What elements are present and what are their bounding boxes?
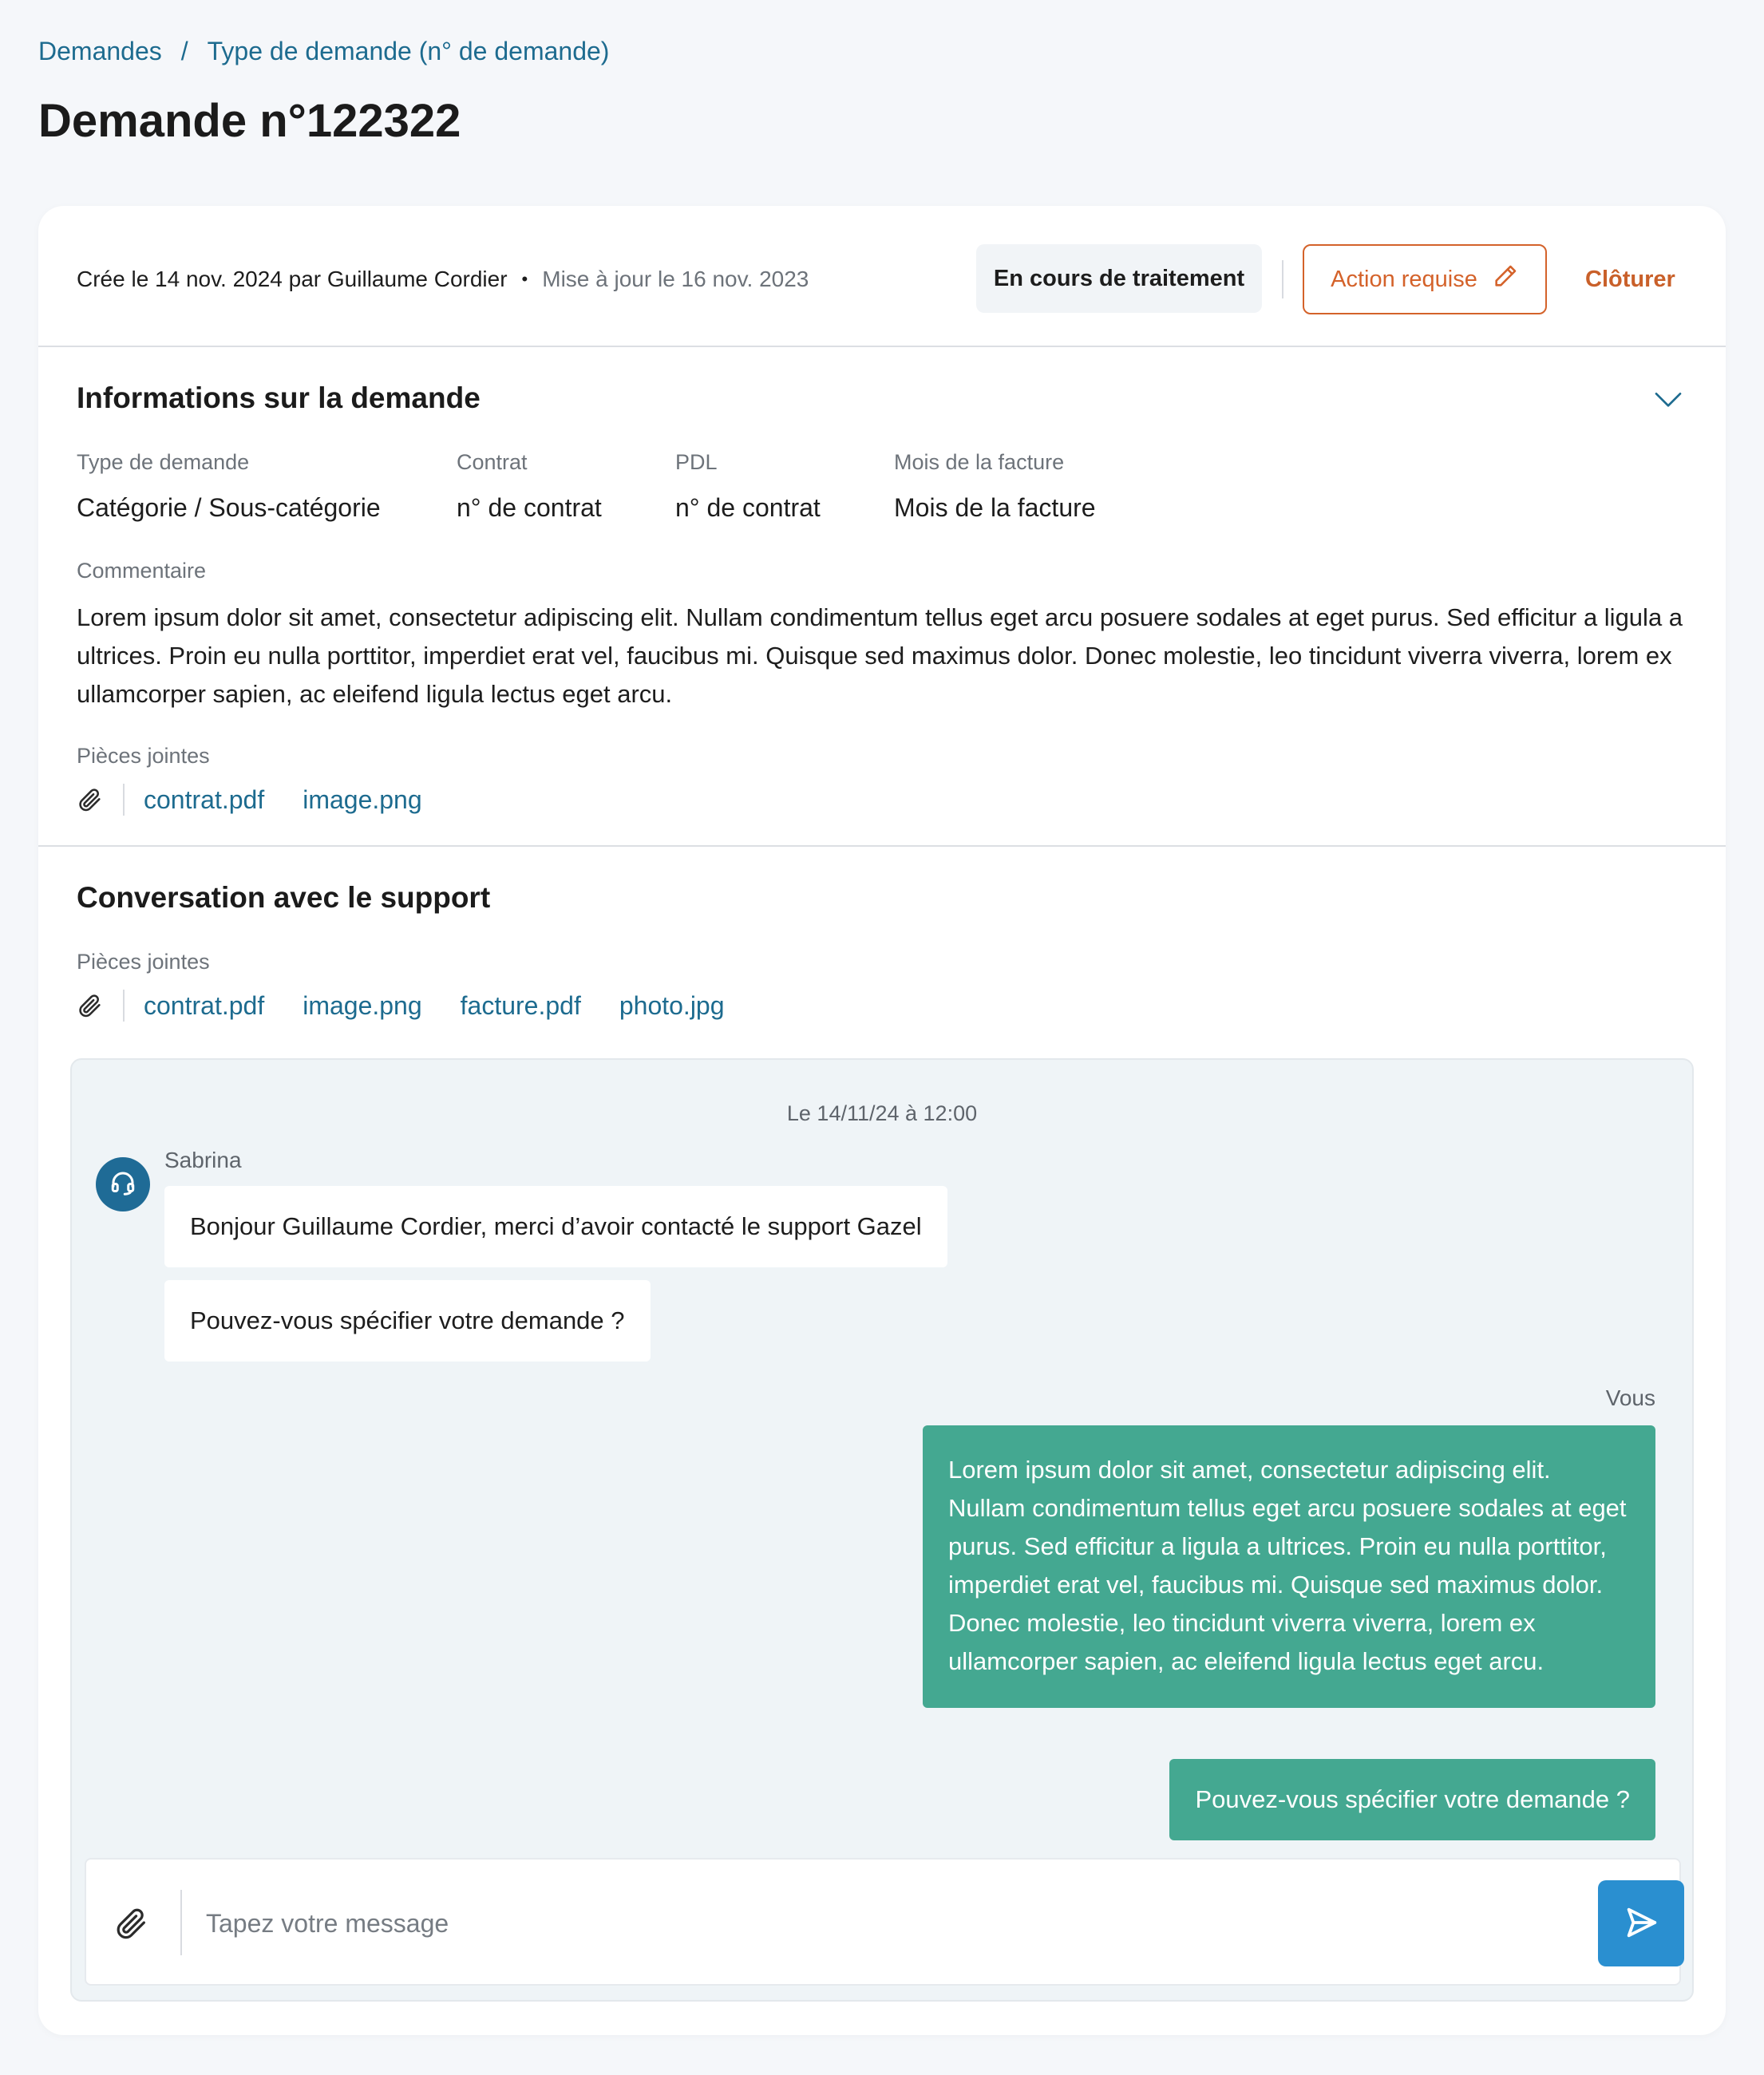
request-card (38, 206, 1726, 2035)
chat-panel (70, 1058, 1694, 2002)
info-attachments (77, 782, 461, 817)
action-required-label: Action requise (1331, 266, 1477, 292)
page-title: Demande n°122322 (38, 95, 461, 147)
header-divider (1282, 260, 1283, 298)
user-message: Lorem ipsum dolor sit amet, consectetur adipiscing elit. Nullam condimentum tellus eget arcu posuere sodales at eget purus. Sed efficitur a ligula a ultrices. Proin eu nulla porttitor, imperdiet erat vel, faucibus mi. Quisque sed maximus dolor. Donec molestie, leo tincidunt viverra viverra, lorem ex ullamcorper sapien, ac eleifend ligula lectus eget arcu. (923, 1425, 1655, 1708)
section-divider (38, 845, 1726, 847)
user-label: Vous (1605, 1385, 1655, 1410)
breadcrumb-separator: / (180, 37, 188, 65)
attachment-link[interactable]: photo.jpg (619, 990, 725, 1020)
agent-message: Bonjour Guillaume Cordier, merci d’avoir contacté le support Gazel (164, 1186, 947, 1267)
avatar (96, 1157, 150, 1211)
send-button[interactable] (1598, 1880, 1684, 1966)
attachments-divider (123, 990, 125, 1022)
send-icon (1623, 1904, 1659, 1943)
field-value-type: Catégorie / Sous-catégorie (77, 493, 381, 522)
paperclip-icon[interactable] (113, 1904, 150, 1947)
info-section-title: Informations sur la demande (77, 381, 481, 414)
meta-bullet: • (521, 269, 528, 289)
breadcrumb-link-current[interactable]: Type de demande (n° de demande) (207, 37, 610, 65)
attachment-link[interactable]: facture.pdf (460, 990, 581, 1020)
field-label-contrat: Contrat (457, 450, 528, 474)
user-message: Pouvez-vous spécifier votre demande ? (1169, 1759, 1655, 1840)
field-label-mois: Mois de la facture (894, 450, 1065, 474)
request-meta (77, 267, 809, 292)
updated-text: Mise à jour le 16 nov. 2023 (542, 267, 809, 291)
created-text: Crée le 14 nov. 2024 par Guillaume Cordier (77, 267, 508, 291)
attachments-divider (123, 784, 125, 816)
agent-message: Pouvez-vous spécifier votre demande ? (164, 1280, 651, 1362)
comment-text: Lorem ipsum dolor sit amet, consectetur adipiscing elit. Nullam condimentum tellus eget arcu posuere sodales at eget purus. Sed efficitur a ligula a ultrices. Proin eu nulla porttitor, imperdiet erat vel, faucibus mi. Quisque sed maximus dolor. Donec molestie, leo tincidunt viverra viverra, lorem ex ullamcorper sapien, ac eleifend ligula lectus eget arcu. (77, 603, 1683, 708)
close-request-button[interactable]: Clôturer (1585, 267, 1675, 292)
attachment-link[interactable]: contrat.pdf (144, 785, 265, 814)
field-label-pdl: PDL (675, 450, 718, 474)
chevron-down-icon[interactable] (1652, 383, 1684, 419)
message-composer (85, 1858, 1681, 1986)
agent-name: Sabrina (164, 1148, 242, 1172)
breadcrumb (38, 37, 609, 66)
message-input[interactable] (206, 1891, 1515, 1955)
field-label-type: Type de demande (77, 450, 250, 474)
field-value-mois: Mois de la facture (894, 493, 1096, 522)
conversation-attachments-label: Pièces jointes (77, 950, 210, 974)
action-required-button[interactable] (1303, 244, 1547, 314)
comment-label: Commentaire (77, 559, 207, 583)
paperclip-icon (77, 990, 105, 1022)
info-attachments-label: Pièces jointes (77, 744, 210, 768)
attachment-link[interactable]: image.png (303, 990, 422, 1020)
composer-divider (180, 1890, 182, 1955)
field-value-contrat: n° de contrat (457, 493, 602, 522)
attachment-link[interactable]: contrat.pdf (144, 990, 265, 1020)
breadcrumb-link-demandes[interactable]: Demandes (38, 37, 162, 65)
card-header (38, 206, 1726, 347)
attachment-link[interactable]: image.png (303, 785, 422, 814)
field-value-pdl: n° de contrat (675, 493, 821, 522)
paperclip-icon (77, 784, 105, 816)
conversation-section-title: Conversation avec le support (77, 881, 491, 914)
conversation-attachments (77, 988, 763, 1023)
headset-icon (109, 1168, 137, 1201)
status-badge: En cours de traitement (976, 244, 1262, 313)
pencil-icon (1492, 263, 1519, 296)
chat-date: Le 14/11/24 à 12:00 (786, 1101, 978, 1125)
